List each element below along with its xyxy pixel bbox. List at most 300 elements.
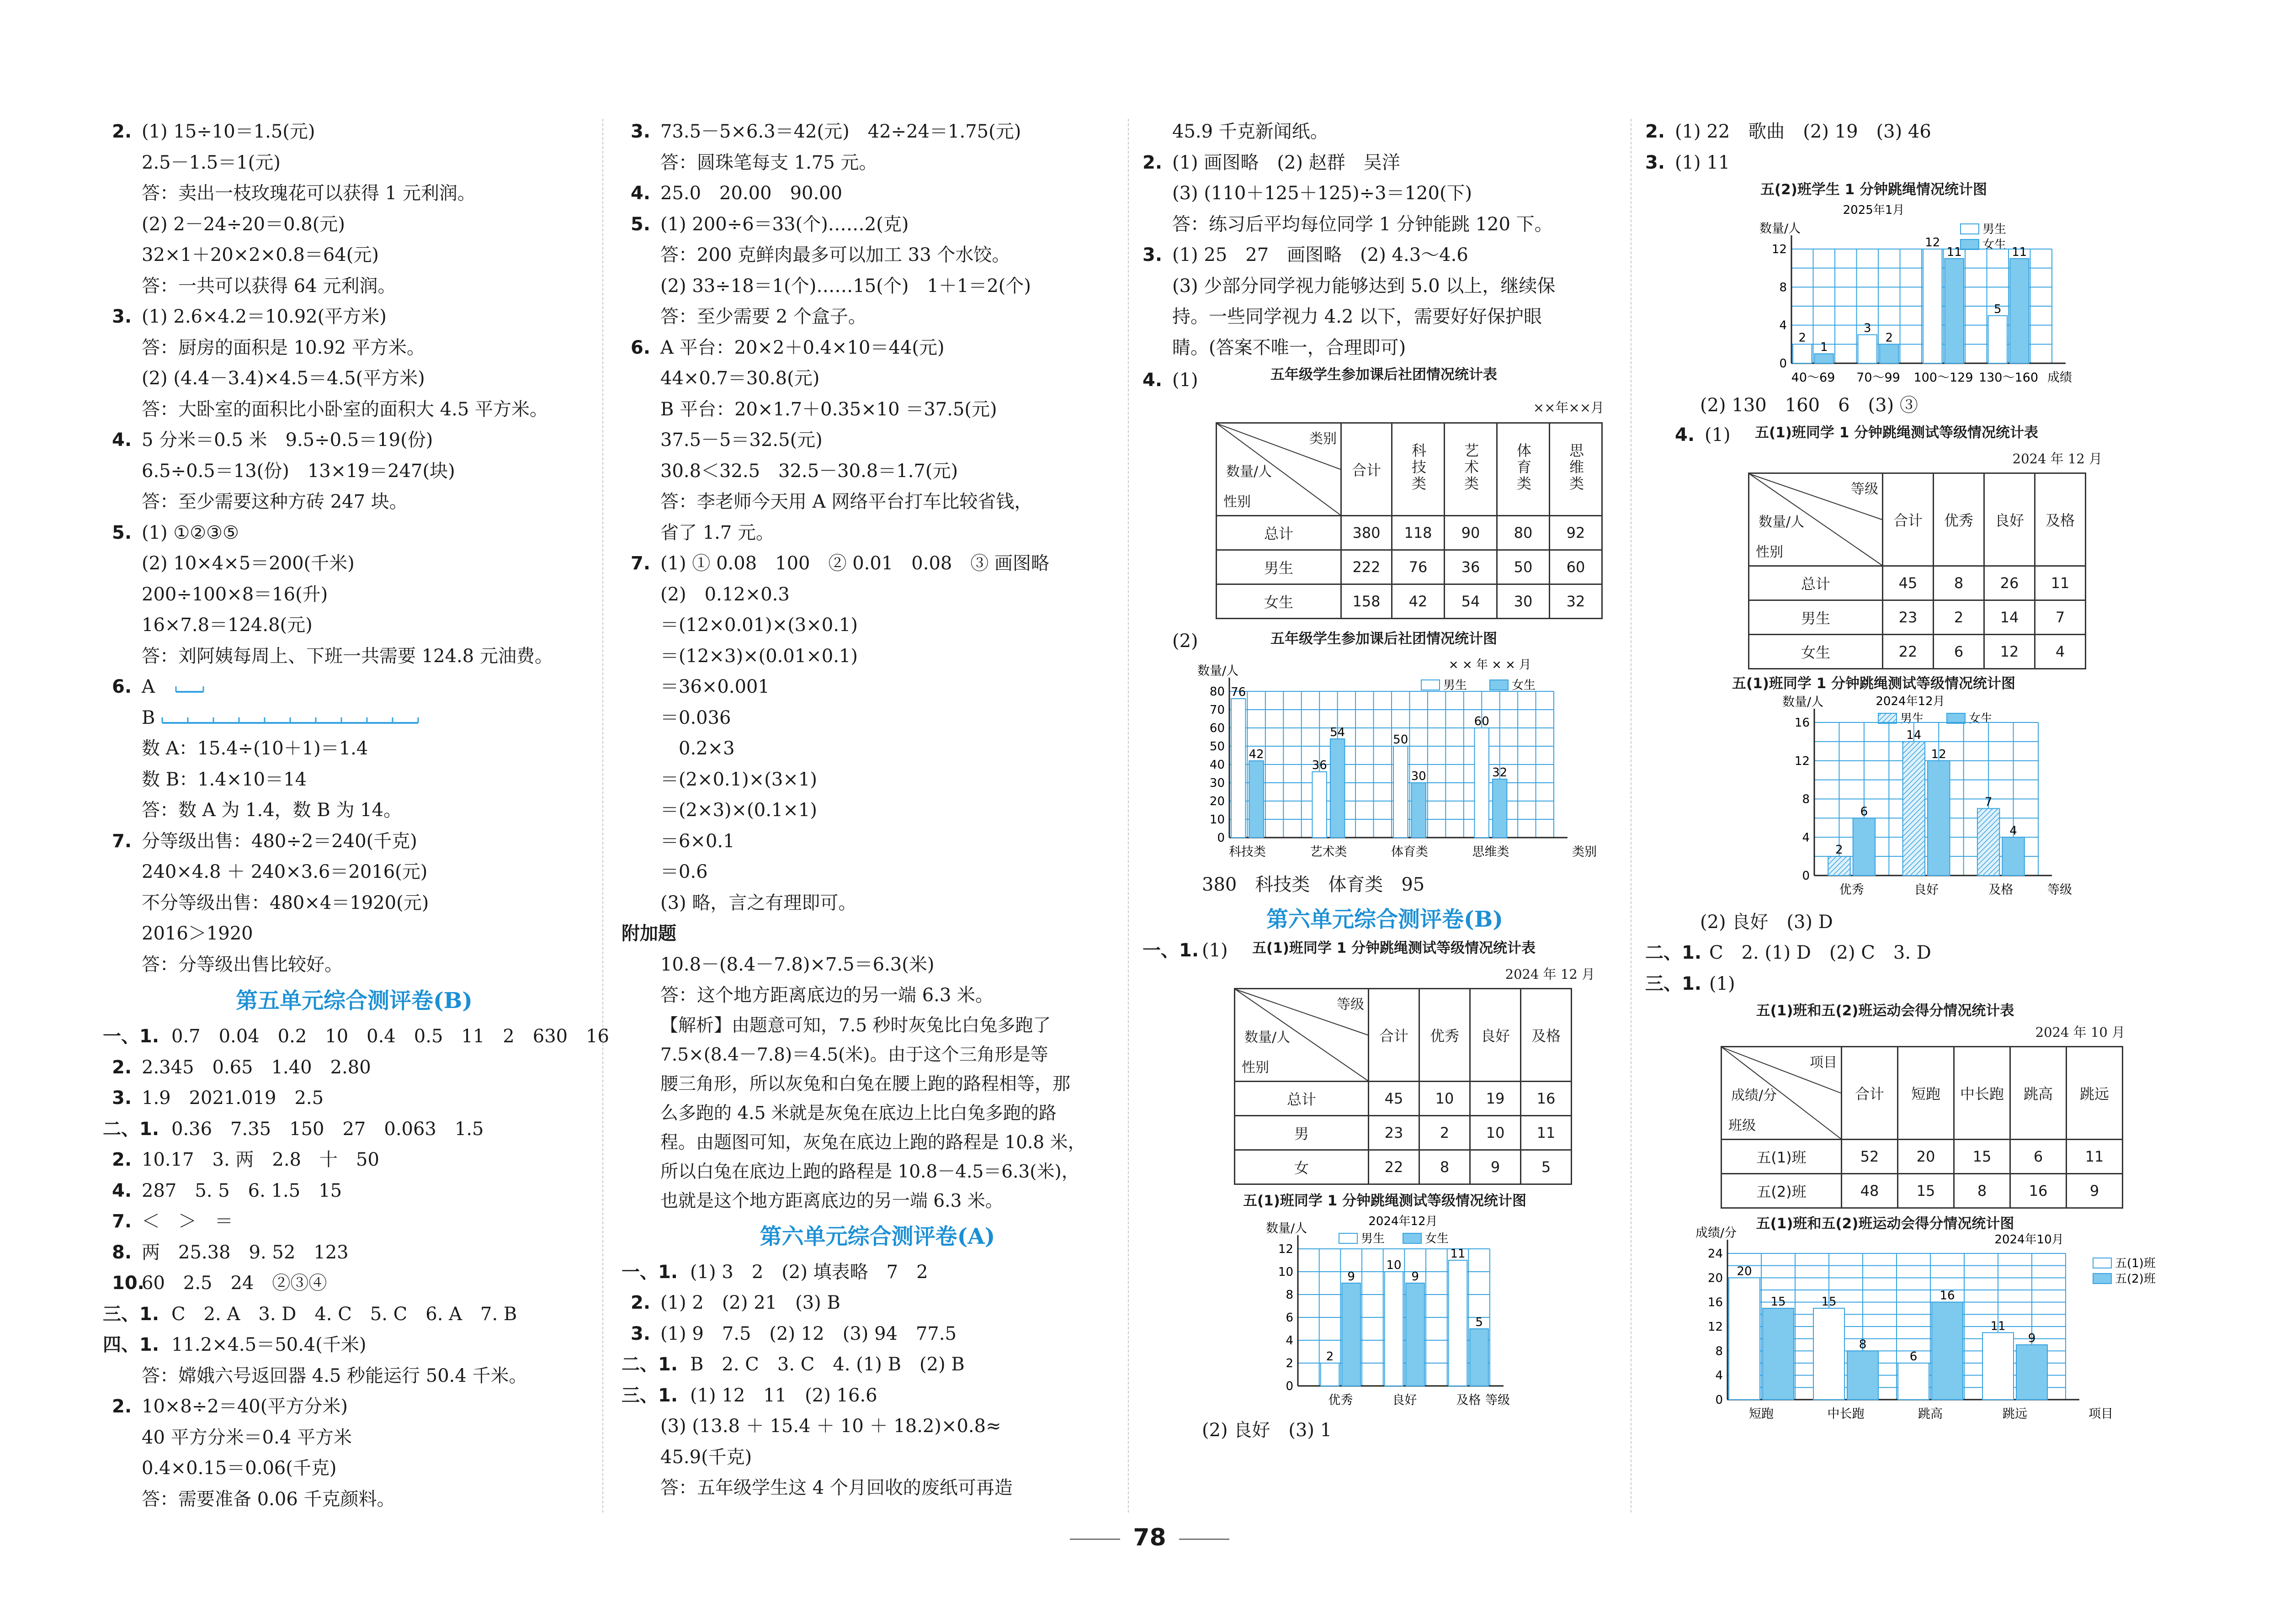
answer-line — [631, 950, 1124, 981]
answer-line — [622, 918, 1124, 950]
bar-value-label: 9 — [1347, 1270, 1355, 1284]
y-tick-label: 8 — [1802, 792, 1810, 806]
analysis-text: 7.5×(8.4－7.8)＝4.5(米)。由于这个三角形是等 — [660, 1044, 1048, 1065]
column-header — [1392, 423, 1445, 516]
answer-line — [631, 394, 1124, 425]
answer-text: 答：这个地方距离底边的另一端 6.3 米。 — [660, 985, 994, 1006]
answer-line — [631, 302, 1124, 333]
table-cell: 22 — [1369, 1150, 1419, 1184]
bar-value-label: 7 — [1984, 795, 1993, 809]
y-tick-label: 8 — [1715, 1344, 1723, 1359]
table-cell: 11 — [2035, 566, 2086, 600]
answer-line — [112, 333, 596, 364]
answer-line — [112, 148, 596, 179]
bar-value-label: 15 — [1821, 1295, 1837, 1309]
jump-rope-chart — [1759, 695, 2207, 907]
table-cell: 11 — [1521, 1116, 1572, 1150]
section-heading: 第五单元综合测评卷(B) — [236, 988, 473, 1014]
question-number: 4. — [112, 1180, 132, 1201]
category-label: 优秀 — [1839, 882, 1864, 897]
question-number: 3. — [112, 306, 132, 327]
row-label: 总计 — [1749, 566, 1883, 600]
bar-女生 — [1330, 739, 1344, 838]
y-tick-label: 70 — [1209, 703, 1225, 717]
answer-line — [1142, 240, 1627, 271]
answer-text: (1) — [1709, 973, 1735, 994]
y-tick-label: 12 — [1794, 754, 1810, 768]
answer-text: (1) 画图略 (2) 赵群 吴洋 — [1172, 152, 1400, 173]
table-cell: 158 — [1341, 584, 1392, 619]
table-cell: 8 — [1954, 1174, 2010, 1208]
answer-line — [1645, 117, 2207, 148]
legend-label: 五(2)班 — [2115, 1272, 2156, 1286]
table-cell: 22 — [1883, 634, 1934, 669]
answer-text: 287 5. 5 6. 1.5 15 — [142, 1180, 342, 1201]
answer-text: (1) 22 歌曲 (2) 19 (3) 46 — [1675, 121, 1931, 142]
question-number: 三、1. — [622, 1385, 678, 1406]
table-cell: 20 — [1898, 1140, 1954, 1174]
bar-value-label: 1 — [1820, 340, 1828, 355]
table-title: 五年级学生参加课后社团情况统计表 — [1270, 366, 1497, 383]
answer-text: ＝(2×0.1)×(3×1) — [660, 769, 817, 790]
answer-text: 10.17 3. 两 2.8 十 50 — [142, 1149, 379, 1170]
table-cell: 2 — [1419, 1116, 1470, 1150]
question-number: 附加题 — [622, 923, 676, 944]
category-label: 体育类 — [1391, 845, 1428, 859]
answer-text: 答：厨房的面积是 10.92 平方米。 — [142, 337, 425, 358]
table-row — [1749, 566, 2086, 600]
answer-text: 答：200 克鲜肉最多可以加工 33 个水饺。 — [660, 244, 1010, 265]
bar-女生 — [1249, 761, 1263, 838]
y-axis-label: 数量/人 — [1197, 664, 1239, 678]
table-cell: 5 — [1521, 1150, 1572, 1184]
bar-value-label: 6 — [1909, 1350, 1918, 1364]
legend-label: 男生 — [1900, 711, 1924, 726]
answer-text: ＝0.6 — [660, 861, 708, 882]
column-header — [1883, 473, 1934, 566]
answer-line — [112, 302, 596, 333]
answer-text: 答：圆珠笔每支 1.75 元。 — [660, 152, 877, 173]
y-tick-label: 12 — [1771, 243, 1787, 256]
answer-line — [112, 579, 596, 610]
answer-line — [1142, 117, 1627, 148]
y-tick-label: 16 — [1707, 1295, 1723, 1310]
y-tick-label: 20 — [1707, 1271, 1723, 1285]
table-cell: 4 — [2035, 634, 2086, 669]
answer-line — [631, 795, 1124, 826]
question-1 — [1142, 937, 1627, 964]
chart-date: 2025年1月 — [1843, 203, 1905, 217]
category-label: 思维类 — [1472, 845, 1509, 859]
sub-question-label: (1) — [1202, 940, 1228, 961]
answer-text: 答：分等级出售比较好。 — [142, 954, 343, 975]
bar-五(2)班 — [1932, 1302, 1963, 1400]
column-header-label: 艺术类 — [1462, 443, 1479, 492]
answer-line — [103, 1299, 596, 1330]
answer-line — [631, 178, 1124, 209]
table-corner-cell — [1722, 1047, 1842, 1140]
y-tick-label: 8 — [1286, 1288, 1293, 1302]
bar-value-label: 9 — [2028, 1332, 2036, 1345]
corner-label-bottom: 班级 — [1728, 1118, 1756, 1134]
question-number: 4. — [631, 183, 651, 204]
table-row — [1235, 1082, 1572, 1116]
answer-text: 两 25.38 9. 52 123 — [142, 1242, 349, 1263]
answer-line — [631, 333, 1124, 364]
chart-title: 五(1)班同学 1 分钟跳绳测试等级情况统计图 — [1732, 675, 2016, 692]
bar-value-label: 2 — [1798, 331, 1807, 345]
question-number: 一、1. — [103, 1026, 159, 1047]
category-label: 100～129 — [1913, 371, 1973, 385]
corner-label-bottom: 性别 — [1242, 1060, 1269, 1076]
answer-text: 答：卖出一枝玫瑰花可以获得 1 元利润。 — [142, 183, 476, 204]
answer-line — [112, 733, 596, 764]
legend-label: 男生 — [1443, 679, 1467, 692]
table-cell: 52 — [1842, 1140, 1898, 1174]
answer-text: 73.5－5×6.3＝42(元) 42÷24＝1.75(元) — [660, 121, 1021, 142]
table-cell: 54 — [1445, 584, 1497, 619]
answer-line — [112, 394, 596, 425]
question-number: 3. — [1645, 152, 1665, 173]
table-cell: 32 — [1550, 584, 1602, 619]
answer-line — [112, 271, 596, 302]
answer-line — [631, 548, 1124, 579]
answer-line — [631, 733, 1124, 764]
row-label: 男生 — [1749, 600, 1883, 634]
chart-title: 五(1)班同学 1 分钟跳绳测试等级情况统计图 — [1243, 1193, 1527, 1209]
bar-value-label: 2 — [1835, 843, 1843, 857]
chart-date: 2024年12月 — [1876, 694, 1945, 708]
answer-text: 0.7 0.04 0.2 10 0.4 0.5 11 2 630 16 — [171, 1026, 610, 1047]
corner-label-top: 类别 — [1309, 431, 1337, 447]
table-corner-cell — [1217, 423, 1341, 516]
bar-value-label: 20 — [1737, 1264, 1752, 1279]
column-header — [1954, 1047, 2010, 1140]
answer-line — [1142, 271, 1627, 302]
bar-value-label: 6 — [1860, 804, 1868, 818]
answer-line — [112, 178, 596, 209]
question-number: 2. — [112, 1396, 132, 1417]
analysis-text: 【解析】由题意可知，7.5 秒时灰兔比白兔多跑了 — [660, 1015, 1051, 1036]
column-header-label: 合计 — [1893, 511, 1923, 529]
club-table — [1216, 422, 1627, 619]
answer-text: 30.8＜32.5 32.5－30.8＝1.7(元) — [660, 460, 958, 482]
category-label: 艺术类 — [1310, 845, 1347, 859]
corner-label-bottom: 性别 — [1223, 494, 1251, 510]
question-number: 2. — [1142, 152, 1163, 173]
category-label: 良好 — [1914, 882, 1939, 897]
legend-label: 男生 — [1361, 1232, 1385, 1246]
answer-line — [1142, 148, 1627, 179]
bar-五(1)班 — [1982, 1332, 2014, 1400]
table-cell: 380 — [1341, 516, 1392, 550]
question-number: 二、1. — [622, 1354, 678, 1375]
column-header — [2010, 1047, 2067, 1140]
legend-swatch — [2093, 1274, 2111, 1284]
answer-text: 0.36 7.35 150 27 0.063 1.5 — [171, 1118, 484, 1140]
answer-text: 0.2×3 — [660, 738, 735, 759]
sports-chart — [1673, 1226, 2207, 1429]
table-cell: 90 — [1445, 516, 1497, 550]
y-axis-label: 成绩/分 — [1695, 1226, 1737, 1240]
bar-value-label: 5 — [1993, 302, 2002, 316]
answer-line — [112, 1176, 596, 1207]
table-title: 五(1)班和五(2)班运动会得分情况统计表 — [1756, 1003, 2014, 1019]
bar-女生 — [1493, 779, 1507, 838]
answer-text: 44×0.7＝30.8(元) — [660, 368, 820, 389]
answer-text: 答：需要准备 0.06 千克颜料。 — [142, 1488, 395, 1510]
answer-line — [631, 980, 1124, 1011]
y-tick-label: 10 — [1209, 813, 1225, 827]
answer-text: 数 B：1.4×10＝14 — [142, 769, 307, 790]
row-label: 五(2)班 — [1722, 1174, 1842, 1208]
y-tick-label: 6 — [1286, 1311, 1293, 1325]
bar-chart — [1759, 695, 2079, 905]
answer-line — [112, 456, 596, 487]
stat-table — [1234, 988, 1572, 1185]
answer-line — [631, 579, 1124, 610]
answer-column-1 — [103, 117, 610, 1515]
answer-line — [112, 1391, 596, 1422]
question-number: 7. — [631, 553, 651, 574]
category-label: 130～160 — [1978, 371, 2039, 385]
table-cell: 16 — [1521, 1082, 1572, 1116]
bar-女生 — [1928, 760, 1950, 875]
column-header-label: 体育类 — [1514, 443, 1532, 492]
question-number: 3. — [631, 1323, 651, 1344]
answer-text: B 2. C 3. C 4. (1) B (2) B — [690, 1354, 965, 1375]
x-axis-label: 项目 — [2088, 1407, 2113, 1421]
bar-男生 — [1475, 728, 1489, 838]
table-cell: 92 — [1550, 516, 1602, 550]
answer-text: 数 A：15.4÷(10＋1)＝1.4 — [142, 738, 368, 759]
bar-女生 — [1945, 259, 1964, 363]
answer-text: (2) 33÷18＝1(个)……15(个) 1＋1＝2(个) — [660, 275, 1031, 297]
answer-line: 380 科技类 体育类 95 — [1202, 874, 1425, 895]
answer-text: 16×7.8＝124.8(元) — [142, 615, 313, 636]
legend-swatch — [1961, 224, 1979, 234]
category-label: 70～99 — [1856, 371, 1900, 385]
answer-text: ＜ ＞ ＝ — [142, 1211, 233, 1232]
y-tick-label: 0 — [1715, 1393, 1723, 1407]
question-number: 8. — [112, 1242, 132, 1263]
bar-value-label: 11 — [2012, 245, 2027, 259]
answer-line — [112, 518, 596, 549]
answer-line — [112, 363, 596, 394]
bar-男生 — [1231, 699, 1245, 838]
section-heading: 第六单元综合测评卷(B) — [1266, 907, 1503, 932]
y-tick-label: 24 — [1707, 1247, 1723, 1261]
table-cell: 10 — [1470, 1116, 1521, 1150]
corner-label-mid: 数量/人 — [1244, 1030, 1291, 1046]
answer-line — [631, 1319, 1124, 1350]
table-cell: 15 — [1954, 1140, 2010, 1174]
analysis-line — [631, 1070, 1124, 1099]
legend-swatch — [1947, 713, 1965, 723]
column-header — [1550, 423, 1602, 516]
legend-label: 女生 — [1982, 238, 2007, 252]
column-header — [1445, 423, 1497, 516]
legend-label: 五(1)班 — [2115, 1257, 2156, 1270]
table-row — [1235, 1116, 1572, 1150]
bar-value-label: 11 — [1946, 245, 1962, 259]
answer-text: 答：练习后平均每位同学 1 分钟能跳 120 下。 — [1172, 213, 1553, 235]
answer-line — [631, 764, 1124, 796]
answer-text: 240×4.8 ＋ 240×3.6＝2016(元) — [142, 861, 428, 882]
bar-value-label: 5 — [1475, 1316, 1483, 1329]
table-cell: 6 — [2010, 1140, 2067, 1174]
answer-text: (1) 15÷10＝1.5(元) — [142, 121, 315, 142]
answer-text: B — [142, 707, 155, 728]
answer-line — [631, 148, 1124, 179]
bar-女生 — [1406, 1283, 1424, 1386]
answer-text: 2016＞1920 — [142, 923, 253, 944]
row-label: 男生 — [1217, 550, 1341, 584]
bar-value-label: 30 — [1411, 770, 1426, 783]
answer-text: C 2. A 3. D 4. C 5. C 6. A 7. B — [171, 1303, 517, 1325]
y-tick-label: 40 — [1209, 758, 1225, 772]
answer-line — [112, 487, 596, 518]
table-row — [1722, 1174, 2123, 1208]
bar-男生 — [1793, 344, 1812, 363]
table-date: 2024 年 12 月 — [2012, 451, 2102, 467]
answer-line — [112, 1052, 596, 1083]
y-axis-label: 数量/人 — [1782, 695, 1824, 709]
y-tick-label: 20 — [1209, 795, 1225, 808]
column-header — [1842, 1047, 1898, 1140]
answer-text: 答：大卧室的面积比小卧室的面积大 4.5 平方米。 — [142, 398, 548, 420]
answer-line — [112, 117, 596, 148]
question-number: 4. — [1142, 370, 1163, 391]
answer-text: 答：嫦娥六号返回器 4.5 秒能运行 50.4 千米。 — [142, 1365, 527, 1386]
bar-女生 — [2010, 259, 2029, 363]
y-tick-label: 2 — [1286, 1357, 1293, 1370]
answer-line — [631, 1411, 1124, 1442]
category-label: 短跑 — [1749, 1407, 1774, 1421]
section-heading: 第六单元综合测评卷(A) — [760, 1223, 995, 1249]
column-header-label: 优秀 — [1944, 511, 1973, 529]
answer-line — [112, 795, 596, 826]
answer-text: (1) 11 — [1675, 152, 1730, 173]
answer-line — [103, 1021, 610, 1052]
answer-text: 32×1＋20×2×0.8＝64(元) — [142, 244, 379, 265]
corner-label-mid: 数量/人 — [1759, 514, 1805, 530]
answer-line — [1142, 302, 1627, 333]
table-cell: 9 — [2067, 1174, 2123, 1208]
answer-text: (1) 9 7.5 (2) 12 (3) 94 77.5 — [660, 1323, 957, 1344]
answer-text: 持。一些同学视力 4.2 以下，需要好好保护眼 — [1172, 306, 1542, 327]
answer-text: 60 2.5 24 ②③④ — [142, 1273, 327, 1294]
category-label: 中长跑 — [1827, 1407, 1865, 1421]
table-cell: 48 — [1842, 1174, 1898, 1208]
y-axis-label: 数量/人 — [1759, 222, 1801, 236]
table-row — [1235, 1150, 1572, 1184]
segment-A — [171, 678, 455, 696]
answer-text: (1) 25 27 画图略 (2) 4.3～4.6 — [1172, 244, 1468, 265]
answer-text: (3) (13.8 ＋ 15.4 ＋ 10 ＋ 18.2)×0.8≈ — [660, 1416, 1001, 1437]
table-cell: 30 — [1497, 584, 1550, 619]
answer-text: 10.8－(8.4－7.8)×7.5＝6.3(米) — [660, 954, 935, 975]
question-number: 10. — [112, 1273, 144, 1294]
bar-value-label: 32 — [1492, 766, 1508, 780]
answer-line: (2) 130 160 6 (3) ③ — [1700, 395, 1918, 416]
answer-text: 答：李老师今天用 A 网络平台打车比较省钱， — [660, 491, 1033, 512]
chart-date: 2024年10月 — [1994, 1233, 2064, 1247]
table-cell: 10 — [1419, 1082, 1470, 1116]
row-label: 女 — [1235, 1150, 1369, 1184]
corner-label-bottom: 性别 — [1756, 544, 1783, 560]
row-label: 总计 — [1235, 1082, 1369, 1116]
column-header — [1984, 473, 2035, 566]
y-tick-label: 0 — [1217, 831, 1225, 845]
answer-text: 2.345 0.65 1.40 2.80 — [142, 1056, 371, 1078]
column-header-label: 合计 — [1855, 1085, 1884, 1103]
y-tick-label: 12 — [1278, 1242, 1293, 1256]
table-cell: 42 — [1392, 584, 1445, 619]
jump-rope-chart — [1234, 1212, 1627, 1415]
corner-label-top: 等级 — [1851, 481, 1878, 497]
bar-value-label: 36 — [1312, 759, 1327, 772]
stat-table — [1748, 472, 2086, 669]
table-cell: 19 — [1470, 1082, 1521, 1116]
bar-value-label: 4 — [2009, 823, 2017, 838]
question-number: 5. — [631, 213, 651, 235]
answer-line — [112, 1361, 596, 1392]
question-number: 6. — [112, 676, 132, 697]
table-cell: 16 — [2010, 1174, 2067, 1208]
answer-text: ＝(2×3)×(0.1×1) — [660, 800, 817, 821]
question-number: 一、1. — [622, 1261, 678, 1283]
question-number: 5. — [112, 522, 132, 543]
table-cell: 26 — [1984, 566, 2035, 600]
column-header — [1521, 989, 1572, 1082]
answer-line — [631, 826, 1124, 857]
table-cell: 2 — [1934, 600, 1984, 634]
question-er — [1645, 938, 2207, 969]
table-cell: 9 — [1470, 1150, 1521, 1184]
answer-text: ＝(12×3)×(0.01×0.1) — [660, 645, 858, 667]
analysis-text: 么多跑的 4.5 米就是灰兔在底边上比白兔多跑的路 — [660, 1103, 1057, 1124]
bar-value-label: 11 — [1450, 1247, 1466, 1261]
bar-男生 — [1321, 1363, 1339, 1386]
row-label: 男 — [1235, 1116, 1369, 1150]
analysis-text: 所以白兔在底边上跑的路程是 10.8－4.5＝6.3(米)， — [660, 1161, 1079, 1182]
y-tick-label: 60 — [1209, 722, 1225, 735]
bar-男生 — [1393, 746, 1408, 838]
bar-男生 — [1385, 1272, 1403, 1386]
answer-text: B 平台：20×1.7＋0.35×10 ＝37.5(元) — [660, 398, 997, 420]
table-cell: 45 — [1369, 1082, 1419, 1116]
answer-text: ＝0.036 — [660, 707, 731, 728]
answer-text: (1) 3 2 (2) 填表略 7 2 — [690, 1261, 928, 1283]
column-header — [1934, 473, 1984, 566]
table-cell: 23 — [1369, 1116, 1419, 1150]
column-header-label: 跳远 — [2079, 1085, 2109, 1103]
bar-男生 — [1988, 316, 2008, 363]
answer-line — [622, 1349, 1124, 1380]
chart-title: 五年级学生参加课后社团情况统计图 — [1270, 631, 1497, 647]
table-date: 2024 年 10 月 — [2035, 1024, 2125, 1040]
answer-text: 分等级出售：480÷2＝240(千克) — [142, 830, 417, 852]
answer-line — [631, 641, 1124, 672]
analysis-line — [631, 1011, 1124, 1040]
analysis-line — [631, 1157, 1124, 1187]
column-header — [1470, 989, 1521, 1082]
bar-男生 — [1449, 1260, 1467, 1386]
answer-line — [112, 918, 596, 950]
answer-text: 答：刘阿姨每周上、下班一共需要 124.8 元油费。 — [142, 645, 553, 667]
table-cell: 80 — [1497, 516, 1550, 550]
